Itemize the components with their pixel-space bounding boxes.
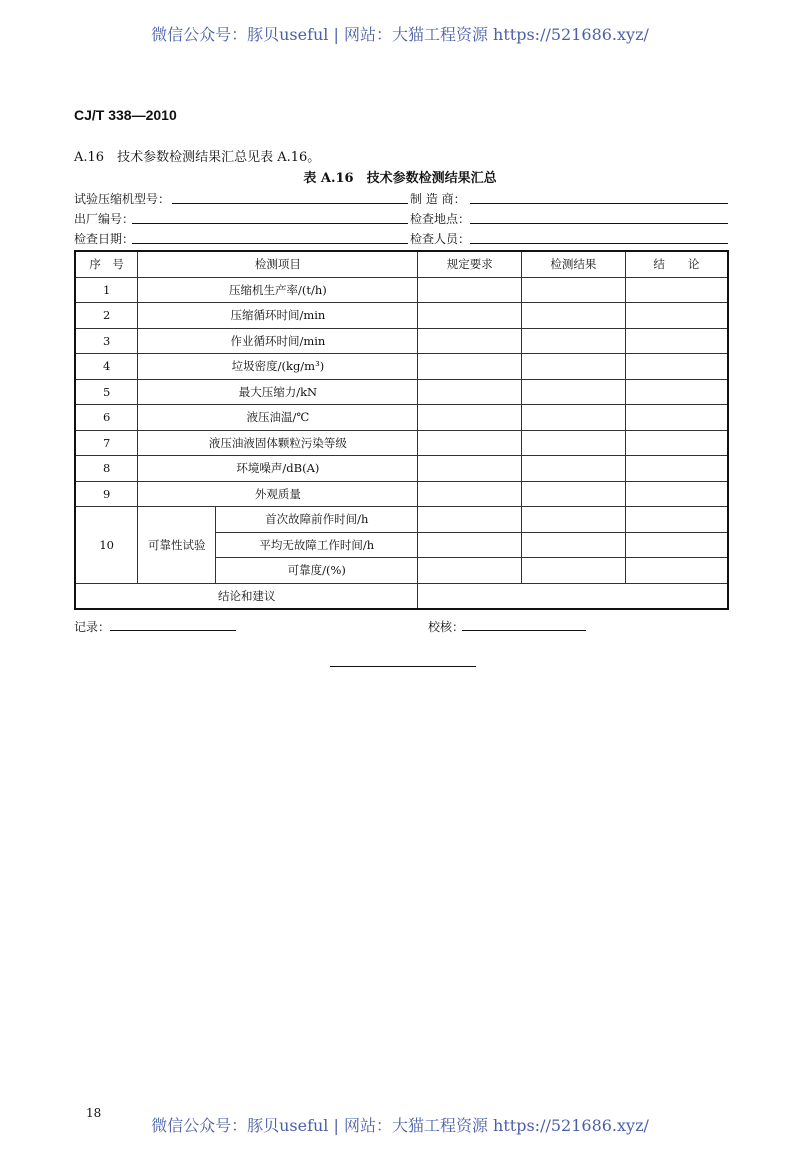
end-rule	[330, 666, 476, 667]
cell-result[interactable]	[522, 354, 626, 380]
cell-required[interactable]	[418, 379, 522, 405]
row-item: 垃圾密度/(kg/m³)	[138, 354, 418, 380]
row-item: 最大压缩力/kN	[138, 379, 418, 405]
results-table	[74, 250, 729, 610]
page-number: 18	[86, 1106, 102, 1120]
cell-result[interactable]	[522, 456, 626, 482]
cell-required[interactable]	[418, 481, 522, 507]
table-row	[75, 507, 728, 533]
cell-result[interactable]	[522, 405, 626, 431]
header-item: 检测项目	[138, 251, 418, 277]
field-inspector-line	[470, 243, 728, 244]
table-row	[75, 328, 728, 354]
field-serial-line	[132, 223, 408, 224]
watermark-bottom: 微信公众号：豚贝useful | 网站：大猫工程资源 https://521686.xyz/	[151, 1116, 649, 1135]
row-item: 液压油液固体颗粒污染等级	[138, 430, 418, 456]
cell-conclusion[interactable]	[625, 430, 728, 456]
row-item: 作业循环时间/min	[138, 328, 418, 354]
cell-conclusion[interactable]	[625, 507, 728, 533]
cell-conclusion[interactable]	[625, 303, 728, 329]
row-no: 6	[75, 405, 138, 431]
conclusion-cell[interactable]	[418, 583, 728, 609]
table-row	[75, 456, 728, 482]
row-no: 10	[75, 507, 138, 584]
row-no: 1	[75, 277, 138, 303]
cell-conclusion[interactable]	[625, 481, 728, 507]
footer-record-line	[110, 630, 236, 631]
cell-required[interactable]	[418, 328, 522, 354]
cell-result[interactable]	[522, 379, 626, 405]
cell-required[interactable]	[418, 430, 522, 456]
table-row	[75, 430, 728, 456]
footer-check-line	[462, 630, 586, 631]
header-required: 规定要求	[418, 251, 522, 277]
row-item: 外观质量	[138, 481, 418, 507]
field-place-line	[470, 223, 728, 224]
table-row	[75, 303, 728, 329]
cell-result[interactable]	[522, 532, 626, 558]
row-item: 液压油温/℃	[138, 405, 418, 431]
cell-conclusion[interactable]	[625, 354, 728, 380]
row-no: 8	[75, 456, 138, 482]
field-model-label: 试验压缩机型号：	[74, 192, 171, 206]
row-no: 5	[75, 379, 138, 405]
table-row	[75, 379, 728, 405]
header-result: 检测结果	[522, 251, 626, 277]
row-item: 可靠度/(%)	[216, 558, 418, 584]
field-serial-label: 出厂编号：	[74, 212, 135, 226]
footer-check-label: 校核：	[428, 620, 465, 634]
cell-result[interactable]	[522, 558, 626, 584]
cell-required[interactable]	[418, 405, 522, 431]
table-row	[75, 354, 728, 380]
cell-conclusion[interactable]	[625, 277, 728, 303]
cell-result[interactable]	[522, 430, 626, 456]
row-no: 3	[75, 328, 138, 354]
cell-result[interactable]	[522, 507, 626, 533]
table-row	[75, 481, 728, 507]
conclusion-row	[75, 583, 728, 609]
clause-text: A.16 技术参数检测结果汇总见表 A.16。	[74, 150, 321, 165]
header-no: 序 号	[75, 251, 138, 277]
table-row	[75, 277, 728, 303]
cell-conclusion[interactable]	[625, 456, 728, 482]
row-no: 9	[75, 481, 138, 507]
table-header-row	[75, 251, 728, 277]
field-maker-label: 制 造 商：	[410, 192, 466, 206]
row-item: 首次故障前作时间/h	[216, 507, 418, 533]
cell-conclusion[interactable]	[625, 328, 728, 354]
cell-result[interactable]	[522, 328, 626, 354]
row-item: 压缩循环时间/min	[138, 303, 418, 329]
cell-conclusion[interactable]	[625, 532, 728, 558]
cell-required[interactable]	[418, 303, 522, 329]
field-model-line	[172, 203, 408, 204]
reliability-group: 可靠性试验	[138, 507, 216, 584]
cell-conclusion[interactable]	[625, 405, 728, 431]
cell-required[interactable]	[418, 558, 522, 584]
header-conclusion: 结 论	[625, 251, 728, 277]
row-item: 环境噪声/dB(A)	[138, 456, 418, 482]
cell-required[interactable]	[418, 532, 522, 558]
cell-result[interactable]	[522, 481, 626, 507]
row-no: 7	[75, 430, 138, 456]
conclusion-label: 结论和建议	[75, 583, 418, 609]
table-row	[75, 405, 728, 431]
cell-result[interactable]	[522, 277, 626, 303]
cell-required[interactable]	[418, 277, 522, 303]
field-date-line	[132, 243, 408, 244]
field-maker-line	[470, 203, 728, 204]
cell-required[interactable]	[418, 507, 522, 533]
table-title: 表 A.16 技术参数检测结果汇总	[303, 171, 497, 186]
cell-required[interactable]	[418, 456, 522, 482]
field-inspector-label: 检查人员：	[410, 232, 471, 246]
standard-number: CJ/T 338—2010	[74, 107, 177, 123]
cell-result[interactable]	[522, 303, 626, 329]
row-item: 压缩机生产率/(t/h)	[138, 277, 418, 303]
row-item: 平均无故障工作时间/h	[216, 532, 418, 558]
cell-required[interactable]	[418, 354, 522, 380]
row-no: 4	[75, 354, 138, 380]
cell-conclusion[interactable]	[625, 558, 728, 584]
field-place-label: 检查地点：	[410, 212, 471, 226]
field-date-label: 检查日期：	[74, 232, 135, 246]
cell-conclusion[interactable]	[625, 379, 728, 405]
footer-record-label: 记录：	[74, 620, 111, 634]
watermark-top: 微信公众号：豚贝useful | 网站：大猫工程资源 https://521686.xyz/	[151, 25, 649, 44]
row-no: 2	[75, 303, 138, 329]
